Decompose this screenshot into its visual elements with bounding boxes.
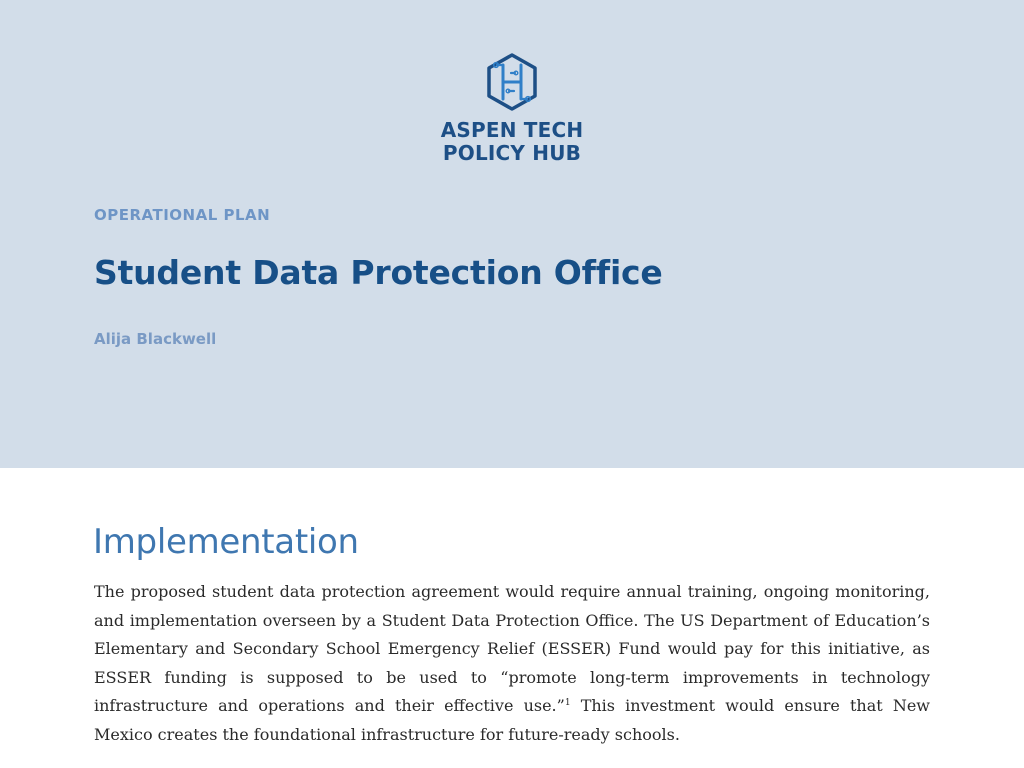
document-title: Student Data Protection Office bbox=[94, 253, 663, 292]
logo-wordmark bbox=[0, 119, 1024, 165]
logo-line-2: POLICY HUB bbox=[442, 141, 582, 165]
footnote-reference-1[interactable]: 1 bbox=[564, 698, 571, 708]
paragraph-text-part-2: This investment would ensure that New Mexico creates the foundational infrastructure for future-ready schools. bbox=[94, 696, 930, 744]
implementation-paragraph bbox=[94, 578, 930, 749]
paragraph-text-part-1: The proposed student data protection agreement would require annual training, ongoing monitoring, and implementation overseen by a Student Data Protection Office. The US Department of Education’s Elementary and Secondary School Emergency Relief (ESSER) Fund would pay for this initiative, as ESSER funding is supposed to be used to “promote long-term improvements in technology infrastructure and operations and their effective use.” bbox=[94, 582, 930, 715]
document-type-label: OPERATIONAL PLAN bbox=[94, 206, 271, 224]
author-name: Alija Blackwell bbox=[94, 330, 217, 348]
aspen-tech-policy-hub-logo bbox=[0, 52, 1024, 165]
section-heading-implementation: Implementation bbox=[93, 522, 359, 562]
hexagon-h-circuit-icon bbox=[485, 52, 539, 112]
logo-line-1: ASPEN TECH bbox=[440, 118, 584, 142]
